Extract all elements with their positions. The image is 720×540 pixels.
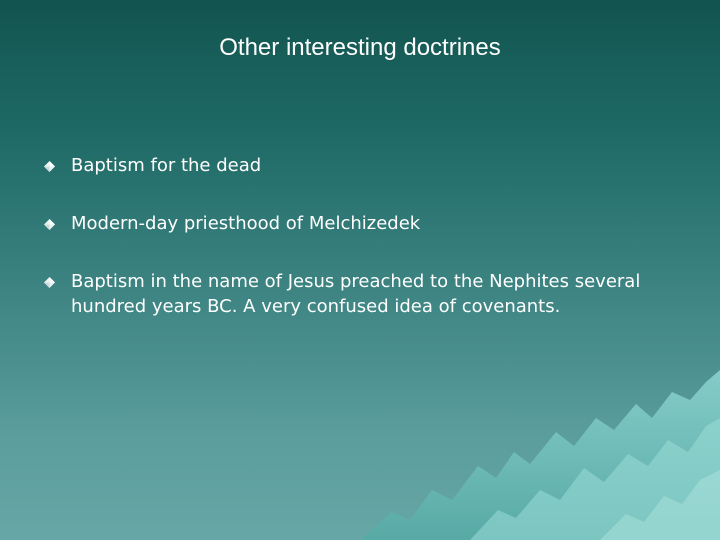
bullet-item <box>44 269 644 319</box>
bullet-item <box>44 153 644 178</box>
bullet-text: Baptism for the dead <box>71 155 262 176</box>
bullet-text: Modern-day priesthood of Melchizedek <box>71 213 421 234</box>
diamond-bullet-icon <box>44 277 55 288</box>
diamond-bullet-icon <box>44 161 55 172</box>
bullet-item <box>44 211 644 236</box>
bullet-text: Baptism in the name of Jesus preached to the Nephites several hundred years BC. A very confused idea of covenants. <box>71 271 641 317</box>
slide-title: Other interesting doctrines <box>219 34 501 61</box>
diamond-bullet-icon <box>44 219 55 230</box>
bullet-list <box>44 153 644 352</box>
